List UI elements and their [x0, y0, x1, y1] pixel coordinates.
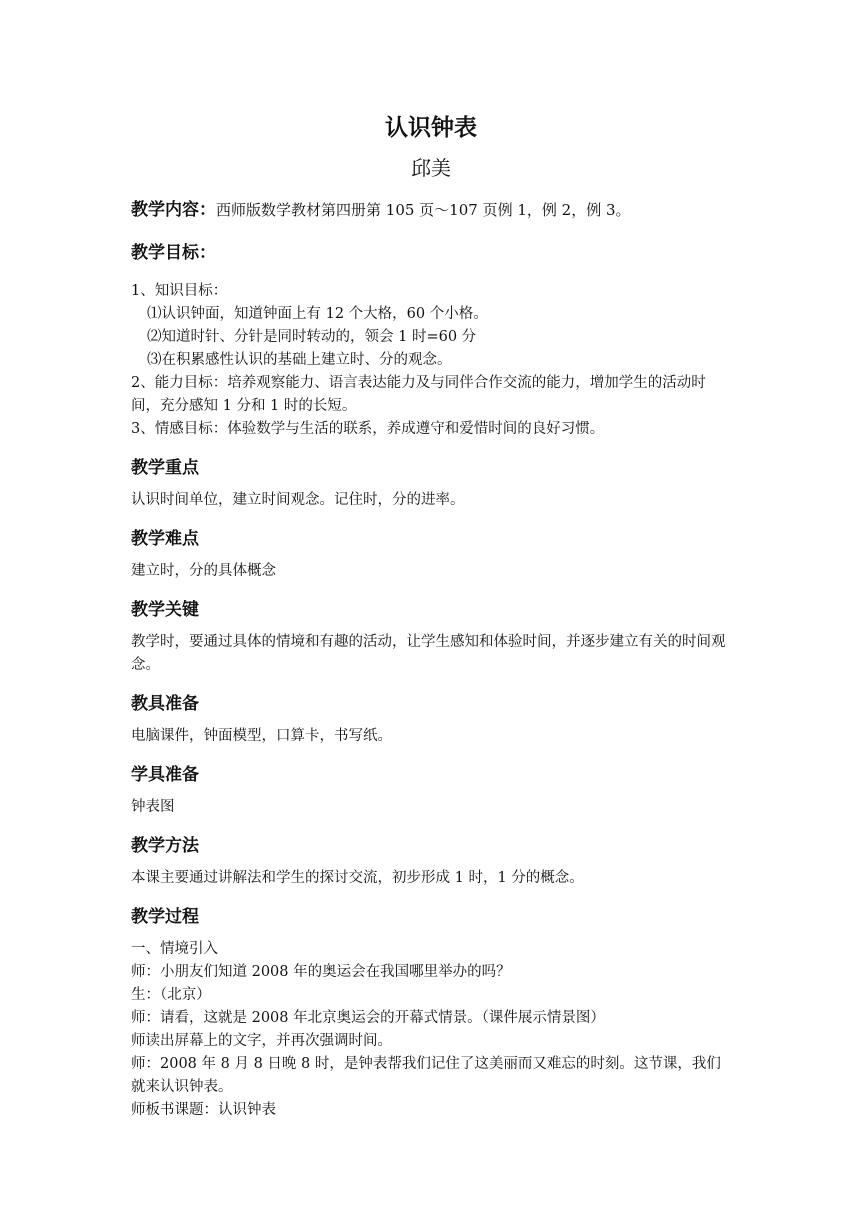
- goal-line: 3、情感目标：体验数学与生活的联系，养成遵守和爱惜时间的良好习惯。: [131, 421, 605, 437]
- section-text: 建立时，分的具体概念: [131, 563, 276, 579]
- section-text: 钟表图: [131, 799, 175, 815]
- teaching-content-text: 西师版数学教材第四册第 105 页～107 页例 1，例 2，例 3。: [216, 201, 631, 219]
- teaching-goals: [131, 240, 731, 441]
- process-line: 师：小朋友们知道 2008 年的奥运会在我国哪里举办的吗？: [131, 964, 511, 980]
- process-line: 师板书课题：认识钟表: [131, 1102, 276, 1118]
- goal-line: ⑵知道时针、分针是同时转动的，领会 1 时=60 分: [147, 329, 477, 345]
- section-process: [131, 904, 731, 1122]
- section-text: 认识时间单位，建立时间观念。记住时，分的进率。: [131, 492, 465, 508]
- section-heading: 教学重点: [131, 458, 199, 478]
- section-heading: 学具准备: [131, 765, 199, 785]
- process-line: 生：（北京）: [131, 987, 211, 1003]
- goal-line: 2、能力目标：培养观察能力、语言表达能力及与同伴合作交流的能力，增加学生的活动时间，充分感知 1 分和 1 时的长短。: [131, 375, 706, 414]
- section-text: 教学时，要通过具体的情境和有趣的活动，让学生感知和体验时间，并逐步建立有关的时间观念。: [131, 634, 726, 673]
- section-heading: 教具准备: [131, 694, 199, 714]
- section-teaching-aids: [131, 691, 731, 748]
- section-key-points: [131, 455, 731, 512]
- process-line: 师读出屏幕上的文字，并再次强调时间。: [131, 1033, 392, 1049]
- process-heading: 教学过程: [131, 907, 199, 927]
- section-heading: 教学难点: [131, 529, 199, 549]
- goals-heading: 教学目标：: [131, 243, 216, 263]
- process-line: 一、情境引入: [131, 941, 218, 957]
- goals-list: [131, 280, 731, 441]
- process-lines: [131, 938, 731, 1122]
- teaching-content: [131, 198, 731, 222]
- author-name: 邱美: [411, 156, 451, 180]
- goal-line: ⑴认识钟面，知道钟面上有 12 个大格，60 个小格。: [147, 306, 488, 322]
- section-student-aids: [131, 762, 731, 819]
- teaching-content-label: 教学内容：: [131, 200, 216, 220]
- section-difficulties: [131, 526, 731, 583]
- section-methods: [131, 833, 731, 890]
- section-text: 本课主要通过讲解法和学生的探讨交流，初步形成 1 时，1 分的概念。: [131, 870, 584, 886]
- section-text: 电脑课件，钟面模型，口算卡，书写纸。: [131, 728, 392, 744]
- process-line: 师：2008 年 8 月 8 日晚 8 时，是钟表帮我们记住了这美丽而又难忘的时刻。这节课，我们就来认识钟表。: [131, 1056, 721, 1095]
- goal-line: 1、知识目标：: [131, 283, 228, 299]
- goal-line: ⑶在积累感性认识的基础上建立时、分的观念。: [147, 352, 452, 368]
- lesson-plan: [131, 112, 731, 1122]
- process-line: 师：请看，这就是 2008 年北京奥运会的开幕式情景。（课件展示情景图）: [131, 1010, 605, 1026]
- section-heading: 教学方法: [131, 836, 199, 856]
- section-heading: 教学关键: [131, 600, 199, 620]
- page-title: 认识钟表: [385, 115, 477, 141]
- section-key-method: [131, 597, 731, 677]
